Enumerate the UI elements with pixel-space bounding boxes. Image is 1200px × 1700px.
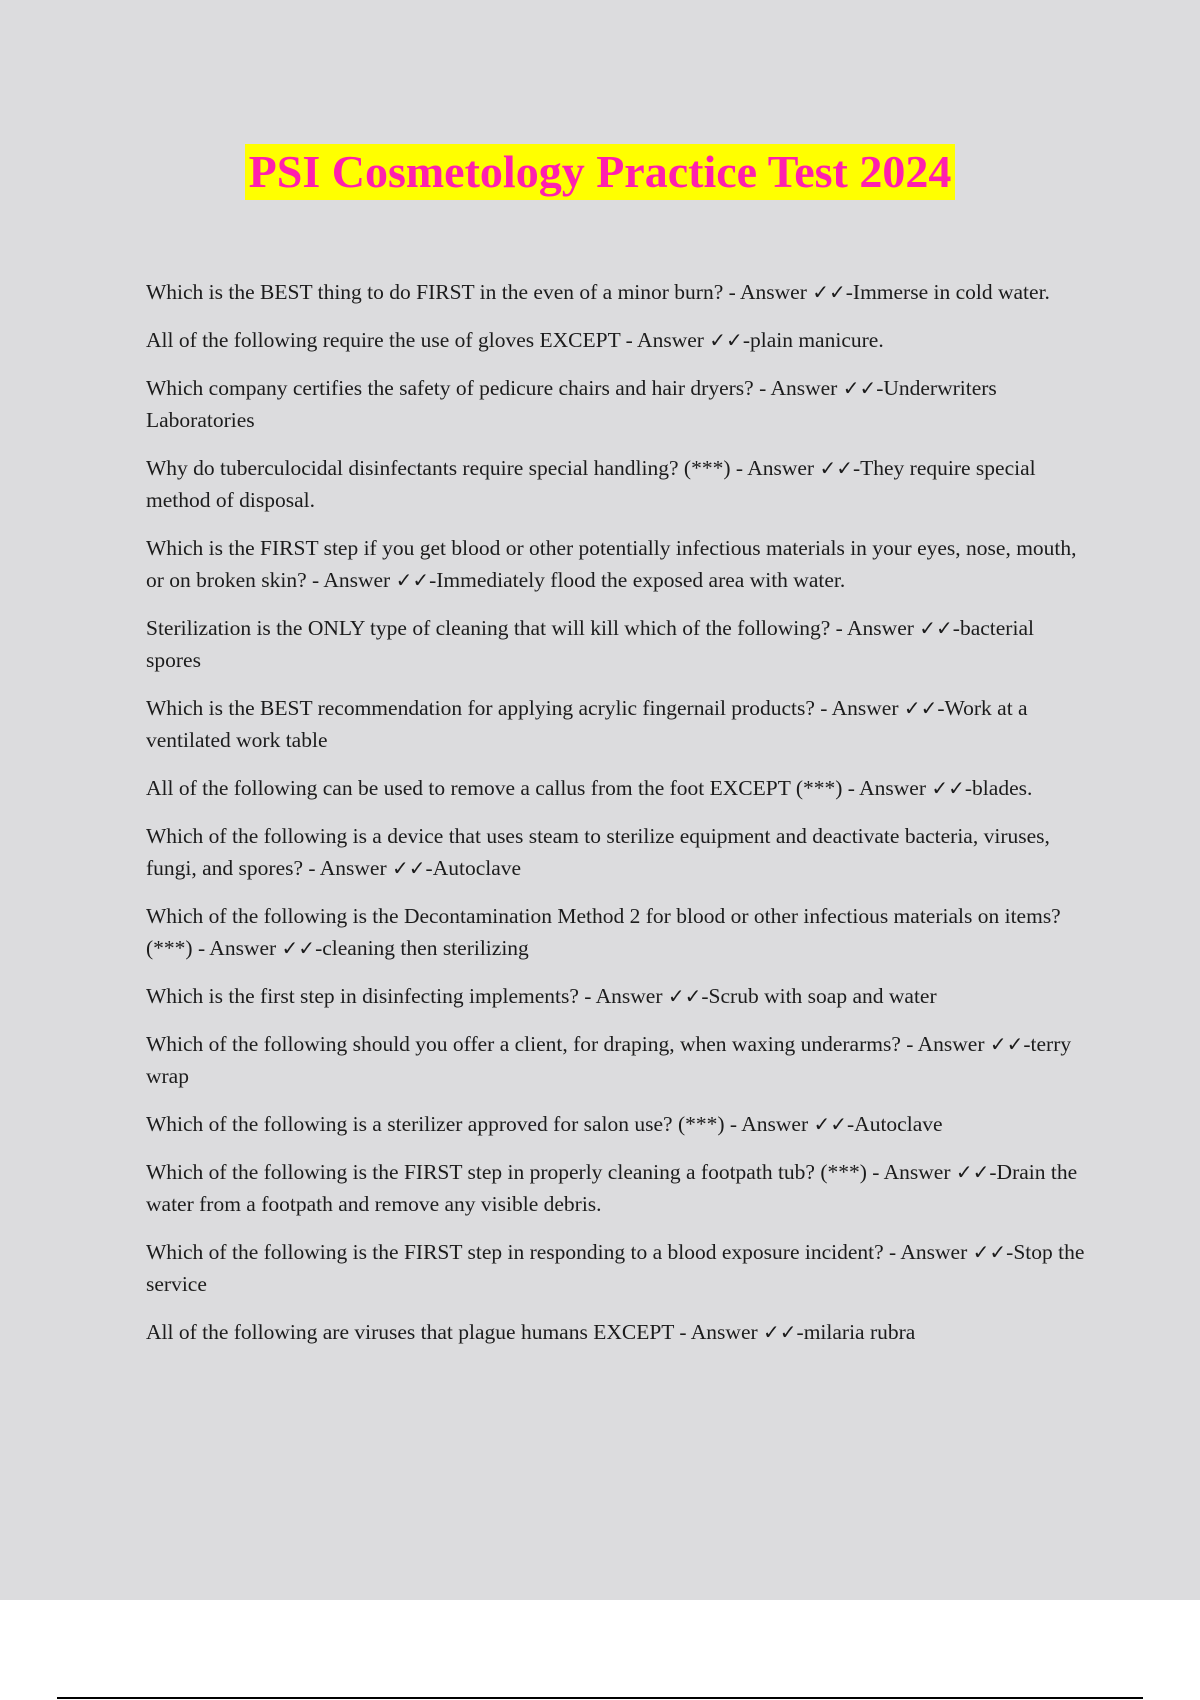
question-item (146, 692, 1091, 756)
answer-label: Answer (323, 568, 391, 592)
question-text: Which company certifies the safety of pedicure chairs and hair dryers? - (146, 376, 771, 400)
question-item (146, 324, 1091, 356)
answer-label: Answer (847, 616, 914, 640)
answer-label: Answer (859, 776, 926, 800)
question-text: All of the following are viruses that plague humans EXCEPT - (146, 1320, 691, 1344)
question-text: Why do tuberculocidal disinfectants require special handling? (***) - (146, 456, 748, 480)
double-check-icon: ✓✓ (972, 1240, 1007, 1264)
answer-label: Answer (917, 1032, 985, 1056)
double-check-icon: ✓✓ (763, 1320, 797, 1344)
answer-label: Answer (739, 280, 807, 304)
question-item (146, 772, 1091, 804)
footer-divider (57, 1697, 1143, 1699)
question-item (146, 820, 1091, 884)
answer-label: Answer (637, 328, 704, 352)
answer-text: -bacterial spores (146, 616, 1034, 672)
question-text: Sterilization is the ONLY type of cleaning that will kill which of the following? - (146, 616, 848, 640)
double-check-icon: ✓✓ (392, 856, 426, 880)
question-text: Which is the BEST thing to do FIRST in the even of a minor burn? - (146, 280, 740, 304)
answer-label: Answer (741, 1112, 809, 1136)
double-check-icon: ✓✓ (281, 936, 316, 960)
title-wrapper (0, 144, 1200, 200)
answer-text: -Drain the water from a footpath and remove any visible debris. (146, 1160, 1078, 1216)
question-text: All of the following require the use of gloves EXCEPT - (146, 328, 638, 352)
answer-text: -Immerse in cold water. (845, 280, 1050, 304)
question-item (146, 1316, 1091, 1348)
double-check-icon: ✓✓ (395, 568, 430, 592)
answer-text: -plain manicure. (742, 328, 884, 352)
question-text: Which is the FIRST step if you get blood or other potentially infectious materials in your eyes, nose, mouth, or on broken skin? - (146, 536, 1077, 592)
answer-text: -cleaning then sterilizing (315, 936, 529, 960)
double-check-icon: ✓✓ (955, 1160, 990, 1184)
question-text: Which of the following is a sterilizer approved for salon use? (***) - (146, 1112, 742, 1136)
answer-text: -Underwriters Laboratories (146, 376, 997, 432)
question-item (146, 980, 1091, 1012)
answer-text: -Scrub with soap and water (701, 984, 937, 1008)
double-check-icon: ✓✓ (931, 776, 965, 800)
answer-label: Answer (690, 1320, 758, 1344)
question-text: Which of the following is the FIRST step in properly cleaning a footpath tub? (***) - (146, 1160, 884, 1184)
answer-text: -Immediately flood the exposed area with water. (429, 568, 846, 592)
answer-label: Answer (831, 696, 899, 720)
question-text: Which is the BEST recommendation for applying acrylic fingernail products? - (146, 696, 832, 720)
answer-label: Answer (595, 984, 663, 1008)
question-item (146, 276, 1091, 308)
double-check-icon: ✓✓ (667, 984, 702, 1008)
question-item (146, 1236, 1091, 1300)
question-item (146, 900, 1091, 964)
answer-label: Answer (900, 1240, 968, 1264)
question-item (146, 532, 1091, 596)
double-check-icon: ✓✓ (819, 456, 853, 480)
question-text: Which is the first step in disinfecting implements? - (146, 984, 596, 1008)
question-text: Which of the following should you offer a client, for draping, when waxing underarms? - (146, 1032, 918, 1056)
question-item (146, 1028, 1091, 1092)
answer-label: Answer (209, 936, 277, 960)
answer-text: -milaria rubra (796, 1320, 916, 1344)
answer-text: -Autoclave (425, 856, 522, 880)
double-check-icon: ✓✓ (709, 328, 743, 352)
question-item (146, 452, 1091, 516)
double-check-icon: ✓✓ (989, 1032, 1024, 1056)
answer-label: Answer (770, 376, 838, 400)
answer-text: -Stop the service (146, 1240, 1085, 1296)
double-check-icon: ✓✓ (919, 616, 953, 640)
double-check-icon: ✓✓ (842, 376, 877, 400)
question-item (146, 1108, 1091, 1140)
question-text: Which of the following is the Decontamination Method 2 for blood or other infectious materials on items? (***) - (146, 904, 1061, 960)
double-check-icon: ✓✓ (813, 1112, 848, 1136)
answer-label: Answer (747, 456, 815, 480)
page-title: PSI Cosmetology Practice Test 2024 (245, 144, 956, 200)
double-check-icon: ✓✓ (812, 280, 846, 304)
answer-text: -blades. (964, 776, 1033, 800)
answer-text: -They require special method of disposal. (146, 456, 1036, 512)
answer-label: Answer (883, 1160, 951, 1184)
question-item (146, 1156, 1091, 1220)
question-item (146, 372, 1091, 436)
double-check-icon: ✓✓ (903, 696, 938, 720)
question-text: All of the following can be used to remove a callus from the foot EXCEPT (***) - (146, 776, 860, 800)
answer-text: -Autoclave (847, 1112, 943, 1136)
question-item (146, 612, 1091, 676)
question-list (146, 276, 1091, 1364)
answer-label: Answer (319, 856, 387, 880)
question-text: Which of the following is a device that uses steam to sterilize equipment and deactivate bacteria, viruses, fungi, and spores? - (146, 824, 1050, 880)
answer-text: -Work at a ventilated work table (146, 696, 1028, 752)
answer-text: -terry wrap (146, 1032, 1072, 1088)
question-text: Which of the following is the FIRST step in responding to a blood exposure incident? - (146, 1240, 901, 1264)
